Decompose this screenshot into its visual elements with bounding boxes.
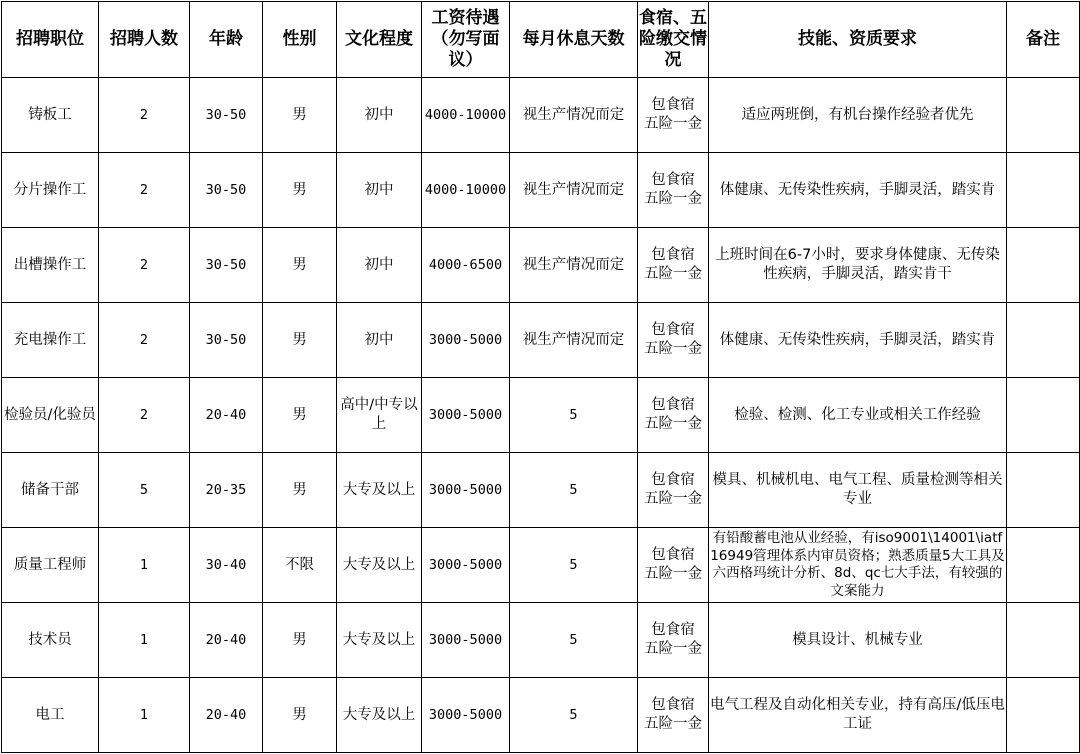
cell-skills: 体健康、无传染性疾病，手脚灵活，踏实肯 [709, 153, 1007, 228]
cell-gender: 男 [263, 378, 337, 453]
cell-position: 电工 [2, 678, 99, 753]
cell-education: 大专及以上 [337, 603, 422, 678]
cell-skills: 模具设计、机械专业 [709, 603, 1007, 678]
cell-skills: 模具、机械机电、电气工程、质量检测等相关专业 [709, 453, 1007, 528]
table-row [2, 303, 1080, 378]
table-row [2, 528, 1080, 603]
table-row [2, 378, 1080, 453]
cell-education: 初中 [337, 78, 422, 153]
benefit-line-1: 包食宿 [651, 322, 695, 338]
cell-salary: 3000-5000 [422, 378, 510, 453]
cell-count: 5 [99, 453, 190, 528]
cell-age: 20-40 [190, 678, 263, 753]
header-count: 招聘人数 [99, 2, 190, 78]
header-benefits: 食宿、五险缴交情况 [638, 2, 709, 78]
cell-count: 2 [99, 303, 190, 378]
cell-notes [1007, 453, 1080, 528]
recruitment-table [1, 1, 1080, 753]
cell-age: 30-50 [190, 153, 263, 228]
cell-salary: 3000-5000 [422, 528, 510, 603]
cell-age: 30-50 [190, 78, 263, 153]
cell-gender: 男 [263, 453, 337, 528]
cell-rest-days: 5 [510, 603, 638, 678]
cell-age: 20-40 [190, 378, 263, 453]
cell-benefits [638, 678, 709, 753]
cell-position: 充电操作工 [2, 303, 99, 378]
cell-gender: 男 [263, 228, 337, 303]
cell-position: 技术员 [2, 603, 99, 678]
cell-benefits [638, 228, 709, 303]
table-row [2, 453, 1080, 528]
cell-count: 2 [99, 378, 190, 453]
cell-age: 20-35 [190, 453, 263, 528]
cell-benefits [638, 528, 709, 603]
cell-gender: 男 [263, 678, 337, 753]
cell-position: 检验员/化验员 [2, 378, 99, 453]
cell-rest-days: 5 [510, 678, 638, 753]
cell-salary: 4000-6500 [422, 228, 510, 303]
header-skills: 技能、资质要求 [709, 2, 1007, 78]
benefit-line-1: 包食宿 [651, 247, 695, 263]
header-education: 文化程度 [337, 2, 422, 78]
cell-salary: 3000-5000 [422, 603, 510, 678]
cell-age: 30-40 [190, 528, 263, 603]
cell-benefits [638, 153, 709, 228]
benefit-line-1: 包食宿 [651, 697, 695, 713]
benefit-line-1: 包食宿 [651, 472, 695, 488]
cell-rest-days: 5 [510, 528, 638, 603]
cell-education: 大专及以上 [337, 453, 422, 528]
cell-position: 分片操作工 [2, 153, 99, 228]
cell-gender: 男 [263, 603, 337, 678]
cell-notes [1007, 78, 1080, 153]
cell-skills: 有铅酸蓄电池从业经验，有iso9001\14001\iatf16949管理体系内审员资格；熟悉质量5大工具及六西格玛统计分析、8d、qc七大手法，有较强的文案能力 [709, 528, 1007, 603]
cell-benefits [638, 303, 709, 378]
cell-notes [1007, 378, 1080, 453]
cell-count: 1 [99, 528, 190, 603]
cell-education: 初中 [337, 228, 422, 303]
cell-skills: 上班时间在6-7小时，要求身体健康、无传染性疾病，手脚灵活，踏实肯干 [709, 228, 1007, 303]
cell-benefits [638, 78, 709, 153]
cell-gender: 男 [263, 78, 337, 153]
cell-gender: 男 [263, 153, 337, 228]
benefit-line-1: 包食宿 [651, 622, 695, 638]
cell-position: 储备干部 [2, 453, 99, 528]
cell-count: 1 [99, 678, 190, 753]
cell-education: 大专及以上 [337, 678, 422, 753]
cell-notes [1007, 603, 1080, 678]
benefit-line-2: 五险一金 [644, 566, 702, 582]
cell-salary: 4000-10000 [422, 153, 510, 228]
cell-skills: 电气工程及自动化相关专业，持有高压/低压电工证 [709, 678, 1007, 753]
cell-benefits [638, 603, 709, 678]
cell-skills: 体健康、无传染性疾病，手脚灵活，踏实肯 [709, 303, 1007, 378]
benefit-line-2: 五险一金 [644, 191, 702, 207]
benefit-line-2: 五险一金 [644, 266, 702, 282]
cell-gender: 不限 [263, 528, 337, 603]
cell-education: 初中 [337, 153, 422, 228]
benefit-line-2: 五险一金 [644, 491, 702, 507]
benefit-line-1: 包食宿 [651, 397, 695, 413]
cell-position: 铸板工 [2, 78, 99, 153]
benefit-line-1: 包食宿 [651, 172, 695, 188]
table-row [2, 678, 1080, 753]
cell-rest-days: 视生产情况而定 [510, 78, 638, 153]
cell-count: 1 [99, 603, 190, 678]
cell-age: 20-40 [190, 603, 263, 678]
header-notes: 备注 [1007, 2, 1080, 78]
cell-notes [1007, 528, 1080, 603]
cell-salary: 3000-5000 [422, 678, 510, 753]
cell-rest-days: 5 [510, 378, 638, 453]
cell-skills: 检验、检测、化工专业或相关工作经验 [709, 378, 1007, 453]
header-rest-days: 每月休息天数 [510, 2, 638, 78]
table-row [2, 78, 1080, 153]
header-gender: 性别 [263, 2, 337, 78]
cell-salary: 4000-10000 [422, 78, 510, 153]
header-age: 年龄 [190, 2, 263, 78]
cell-rest-days: 视生产情况而定 [510, 303, 638, 378]
cell-position: 出槽操作工 [2, 228, 99, 303]
table-row [2, 153, 1080, 228]
benefit-line-2: 五险一金 [644, 716, 702, 732]
header-salary: 工资待遇（勿写面议） [422, 2, 510, 78]
benefit-line-1: 包食宿 [651, 547, 695, 563]
cell-salary: 3000-5000 [422, 303, 510, 378]
cell-position: 质量工程师 [2, 528, 99, 603]
cell-education: 大专及以上 [337, 528, 422, 603]
benefit-line-2: 五险一金 [644, 341, 702, 357]
benefit-line-2: 五险一金 [644, 116, 702, 132]
cell-notes [1007, 678, 1080, 753]
header-row [2, 2, 1080, 78]
table-row [2, 228, 1080, 303]
cell-skills: 适应两班倒，有机台操作经验者优先 [709, 78, 1007, 153]
header-position: 招聘职位 [2, 2, 99, 78]
benefit-line-2: 五险一金 [644, 416, 702, 432]
cell-notes [1007, 303, 1080, 378]
cell-notes [1007, 153, 1080, 228]
cell-count: 2 [99, 153, 190, 228]
cell-salary: 3000-5000 [422, 453, 510, 528]
benefit-line-1: 包食宿 [651, 97, 695, 113]
cell-education: 初中 [337, 303, 422, 378]
cell-count: 2 [99, 228, 190, 303]
table-row [2, 603, 1080, 678]
benefit-line-2: 五险一金 [644, 641, 702, 657]
cell-gender: 男 [263, 303, 337, 378]
cell-education: 高中/中专以上 [337, 378, 422, 453]
cell-age: 30-50 [190, 228, 263, 303]
cell-rest-days: 视生产情况而定 [510, 228, 638, 303]
cell-notes [1007, 228, 1080, 303]
cell-age: 30-50 [190, 303, 263, 378]
cell-benefits [638, 453, 709, 528]
cell-benefits [638, 378, 709, 453]
cell-rest-days: 视生产情况而定 [510, 153, 638, 228]
cell-rest-days: 5 [510, 453, 638, 528]
cell-count: 2 [99, 78, 190, 153]
